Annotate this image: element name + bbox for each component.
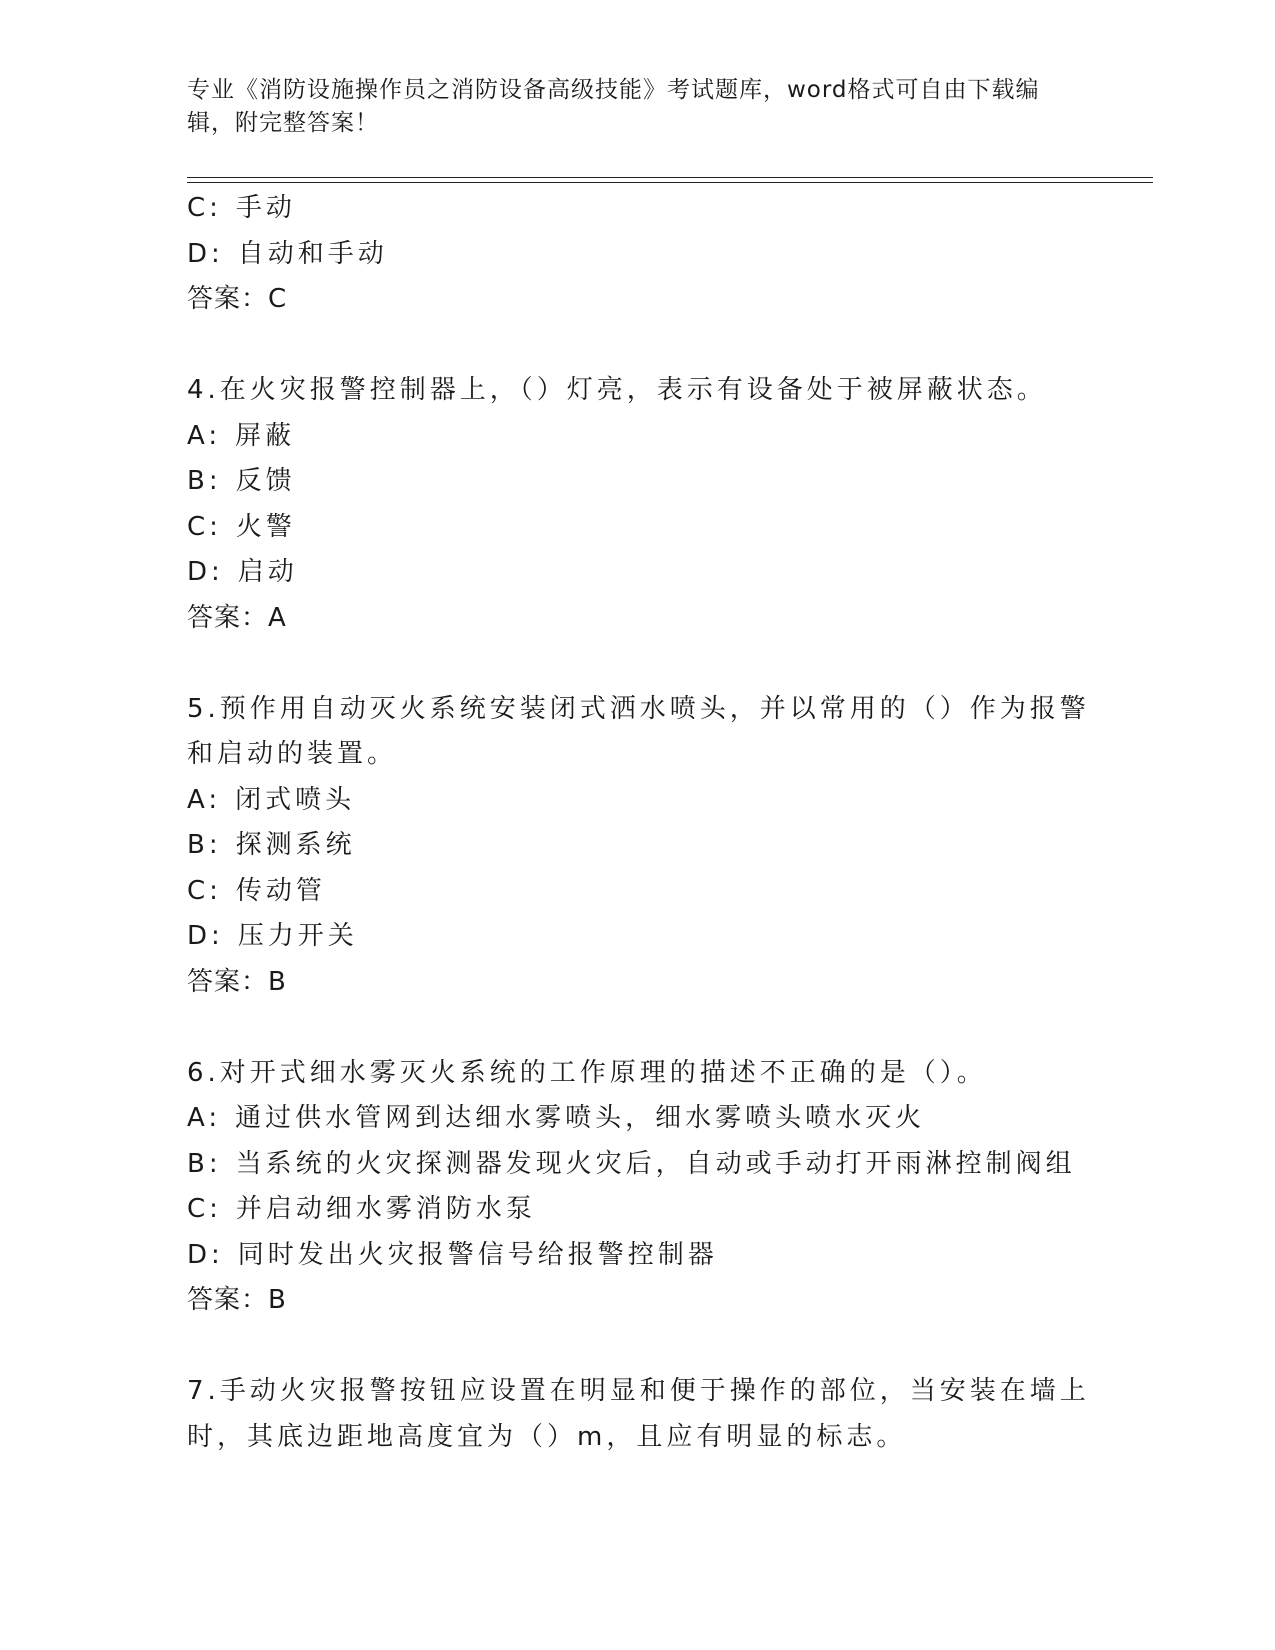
option-b: [187, 823, 1147, 869]
option-c: [187, 186, 1147, 232]
option-letter: D:: [187, 1239, 224, 1270]
option-d: [187, 914, 1147, 960]
header-line-2: 辑，附完整答案！: [187, 110, 379, 136]
option-text: 通过供水管网到达细水雾喷头，细水雾喷头喷水灭火: [235, 1103, 926, 1133]
option-text: 当系统的火灾探测器发现火灾后，自动或手动打开雨淋控制阀组: [235, 1148, 1076, 1179]
option-a: [187, 414, 1147, 460]
option-d: [187, 550, 1147, 596]
spacer: [187, 1324, 1147, 1370]
option-d: [187, 1233, 1147, 1279]
question-text-continued: 时，其底边距地高度宜为（）m，且应有明显的标志。: [187, 1421, 907, 1452]
question-text: 4.在火灾报警控制器上，（）灯亮，表示有设备处于被屏蔽状态。: [187, 375, 1047, 405]
question-block: [187, 186, 1147, 323]
option-a: [187, 778, 1147, 824]
spacer: [187, 641, 1147, 687]
option-letter: C:: [187, 1194, 222, 1224]
question-text: 6.对开式细水雾灭火系统的工作原理的描述不正确的是（）。: [187, 1057, 987, 1088]
option-text: 火警: [235, 511, 296, 542]
answer-line: 答案：C: [187, 284, 288, 314]
option-letter: B:: [187, 466, 222, 496]
header-rule-bottom: [187, 182, 1153, 183]
answer-line: 答案：B: [187, 1285, 287, 1315]
question-block: [187, 687, 1147, 1006]
option-letter: D:: [187, 921, 224, 951]
answer-line: 答案：A: [187, 602, 287, 633]
option-letter: B:: [187, 830, 222, 860]
spacer: [187, 1005, 1147, 1051]
option-letter: B:: [187, 1148, 222, 1179]
option-letter: C:: [187, 875, 222, 906]
question-text: 5.预作用自动灭火系统安装闭式洒水喷头，并以常用的（）作为报警: [187, 693, 1090, 724]
question-list: [187, 186, 1147, 1460]
header-rule-top: [187, 177, 1153, 178]
option-letter: C:: [187, 511, 222, 542]
option-b: [187, 1142, 1147, 1188]
option-text: 闭式喷头: [235, 784, 356, 815]
option-c: [187, 505, 1147, 551]
spacer: [187, 323, 1147, 369]
option-letter: D:: [187, 238, 224, 269]
option-letter: A:: [187, 1103, 222, 1133]
option-text: 传动管: [235, 875, 326, 906]
option-letter: A:: [187, 784, 222, 815]
option-letter: D:: [187, 557, 224, 587]
question-text-continued: 和启动的装置。: [187, 739, 398, 769]
option-text: 屏蔽: [235, 420, 296, 451]
option-c: [187, 1187, 1147, 1233]
option-text: 反馈: [235, 466, 296, 496]
option-text: 压力开关: [237, 921, 358, 951]
option-b: [187, 459, 1147, 505]
option-letter: C:: [187, 193, 222, 223]
question-block: [187, 368, 1147, 641]
answer-line: 答案：B: [187, 966, 287, 997]
option-d: [187, 232, 1147, 278]
question-text: 7.手动火灾报警按钮应设置在明显和便于操作的部位，当安装在墙上: [187, 1376, 1090, 1406]
option-c: [187, 869, 1147, 915]
option-text: 探测系统: [235, 830, 356, 860]
option-text: 启动: [237, 557, 298, 587]
option-text: 并启动细水雾消防水泵: [235, 1194, 536, 1224]
option-text: 手动: [235, 193, 296, 223]
question-block: [187, 1051, 1147, 1324]
option-text: 自动和手动: [237, 238, 388, 269]
option-text: 同时发出火灾报警信号给报警控制器: [237, 1239, 718, 1270]
document-header: [187, 74, 1087, 140]
header-line-1: 专业《消防设施操作员之消防设备高级技能》考试题库，word格式可自由下载编: [187, 77, 1040, 103]
option-a: [187, 1096, 1147, 1142]
option-letter: A:: [187, 420, 222, 451]
question-block: [187, 1369, 1147, 1460]
